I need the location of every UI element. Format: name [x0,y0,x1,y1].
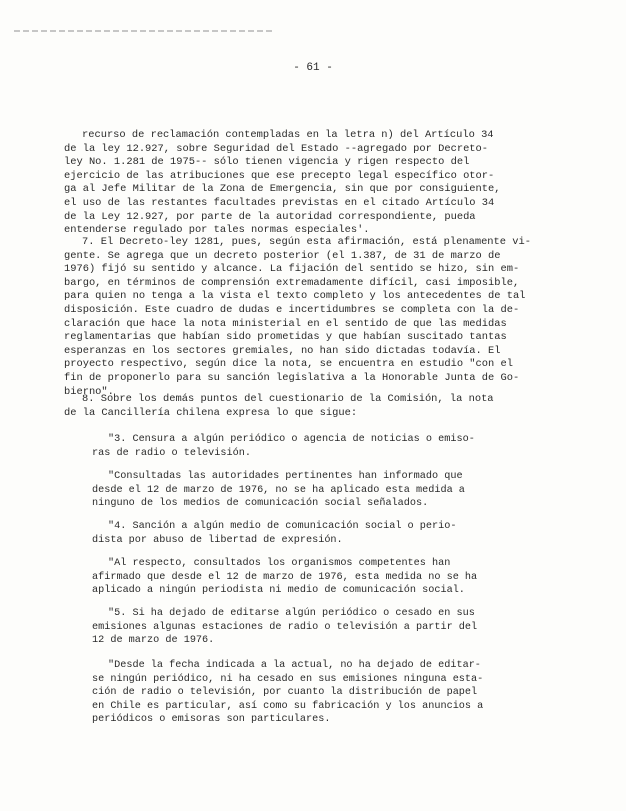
text-line: reglamentarias que habían sido prometidas y que habían suscitado tantas [64,331,507,344]
text-line: fin de proponerlo para su sanción legislativa a la Honorable Junta de Go- [64,371,520,384]
text-line: desde el 12 de marzo de 1976, no se ha aplicado esta medida a [92,484,465,496]
text-line: recurso de reclamación contempladas en la letra n) del Artículo 34 [82,129,494,141]
text-line: "Al respecto, consultados los organismos competentes han [108,558,451,569]
text-line: "4. Sanción a algún medio de comunicación social o perio- [108,521,457,532]
text-line: para quien no tenga a la vista el texto completo y los antecedentes de tal [64,290,526,303]
text-line: "3. Censura a algún periódico o agencia de noticias o emiso- [108,434,475,445]
text-line: 12 de marzo de 1976. [92,635,215,647]
text-line: 8. Sobre los demás puntos del cuestionario de la Comisión, la nota [82,393,494,405]
text-line: ción de radio o televisión, por cuanto la distribución de papel [92,687,478,699]
text-line: "Desde la fecha indicada a la actual, no ha dejado de editar- [108,660,481,671]
paragraph-7 [64,236,531,399]
text-line: bierno". [64,385,114,398]
quote-question-3 [92,433,475,460]
text-line: 1976) fijó su sentido y alcance. La fijación del sentido se hizo, sin em- [64,263,520,276]
text-line: en Chile es particular, así como su fabricación y los anuncios a [92,700,484,712]
text-line: ras de radio o televisión. [92,447,251,459]
text-line: dista por abuso de libertad de expresión. [92,534,343,546]
text-line: de la Ley 12.927, por parte de la autoridad correspondiente, pueda [64,210,476,223]
text-line: ejercicio de las atribuciones que ese precepto legal específico otor- [64,169,495,182]
text-line: entenderse regulado por tales normas especiales'. [64,224,370,237]
text-line: de la ley 12.927, sobre Seguridad del Estado --agregado por Decreto- [64,142,489,155]
text-line: de la Cancillería chilena expresa lo que sigue: [64,406,358,419]
text-line: "5. Si ha dejado de editarse algún periódico o cesado en sus [108,608,475,619]
text-line: emisiones algunas estaciones de radio o televisión a partir del [92,621,478,633]
text-line: periódicos o emisoras son particulares. [92,714,331,726]
quote-answer-5 [92,659,483,727]
text-line: bargo, en términos de comprensión extremadamente difícil, casi imposible, [64,276,520,289]
text-line: ga al Jefe Militar de la Zona de Emergencia, sin que por consiguiente, [64,183,501,196]
text-line: ley No. 1.281 de 1975-- sólo tienen vigencia y rigen respecto del [64,156,470,169]
text-line: esperanzas en los sectores gremiales, no han sido dictadas todavía. El [64,344,501,357]
text-line: aplicado a ningún periodista ni medio de comunicación social. [92,585,465,597]
text-line: disposición. Este cuadro de dudas e incertidumbres se completa con la de- [64,303,520,316]
text-line: proyecto respectivo, según dice la nota, se encuentra en estudio "con el [64,358,513,371]
paragraph-continuation [64,129,500,238]
quote-question-5 [92,607,477,648]
text-line: "Consultadas las autoridades pertinentes han informado que [108,471,463,482]
text-line: el uso de las restantes facultades previstas en el citado Artículo 34 [64,196,495,209]
scan-artifact-line [14,30,274,32]
paragraph-8 [64,393,494,420]
page-number: - 61 - [293,62,333,74]
text-line: gente. Se agrega que un decreto posterior (el 1.387, de 31 de marzo de [64,249,501,262]
text-line: se ningún periódico, ni ha cesado en sus emisiones ninguna esta- [92,673,484,685]
quote-answer-3 [92,470,465,511]
text-line: 7. El Decreto-ley 1281, pues, según esta afirmación, está plenamente vi- [82,236,531,248]
quote-question-4 [92,520,456,547]
text-line: claración que hace la nota ministerial en el sentido de que las medidas [64,317,507,330]
text-line: ninguno de los medios de comunicación social señalados. [92,498,429,510]
text-line: afirmado que desde el 12 de marzo de 1976, esta medida no se ha [92,571,478,583]
quote-answer-4 [92,557,477,598]
